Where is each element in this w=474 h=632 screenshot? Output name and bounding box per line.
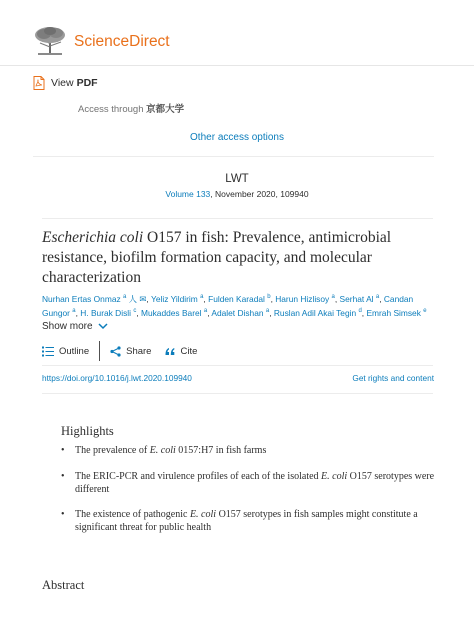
author-list <box>42 291 437 320</box>
divider <box>42 218 433 219</box>
affiliation-marker[interactable]: a <box>123 294 127 300</box>
highlight-text: The ERIC-PCR and virulence profiles of each of the isolated <box>75 471 322 482</box>
divider <box>42 365 433 366</box>
show-more-button[interactable] <box>42 321 108 332</box>
view-pdf-label: View <box>51 77 74 89</box>
quote-icon <box>165 347 175 356</box>
affiliation-marker[interactable]: a <box>200 294 204 300</box>
highlight-species: E. coli <box>189 509 217 520</box>
cite-button[interactable] <box>165 346 197 357</box>
affiliation-marker[interactable]: d <box>358 308 362 315</box>
title-text: O157 in fish: Prevalence, antimicrobial resistance, biofilm formation capacity, and molecular characterization <box>42 229 392 286</box>
author-link[interactable]: Mukaddes Barel <box>140 308 202 319</box>
access-prefix: Access through <box>78 104 144 115</box>
author-separator: , <box>270 293 276 304</box>
share-button[interactable] <box>110 346 151 357</box>
affiliation-marker[interactable]: e <box>423 308 427 315</box>
author-link[interactable]: Nurhan Ertas Onmaz <box>42 293 121 304</box>
action-divider <box>99 341 100 361</box>
doi-link[interactable]: https://doi.org/10.1016/j.lwt.2020.109940 <box>42 373 192 383</box>
author-separator: , <box>207 308 212 319</box>
author-separator: , <box>334 293 340 304</box>
affiliation-marker[interactable]: a <box>203 308 208 315</box>
author-link[interactable]: Serhat Al <box>339 293 374 304</box>
list-item <box>61 470 441 496</box>
article-actions <box>42 341 197 361</box>
outline-list-icon <box>42 346 54 357</box>
volume-link[interactable]: Volume 133 <box>165 189 211 199</box>
elsevier-tree-icon[interactable] <box>32 26 68 56</box>
divider <box>42 393 433 394</box>
outline-label: Outline <box>59 345 90 357</box>
author-link[interactable]: Fulden Karadal <box>208 293 265 304</box>
affiliation-marker[interactable]: a <box>331 294 335 300</box>
author-separator: , <box>379 293 384 304</box>
highlight-text: The existence of pathogenic <box>75 509 190 520</box>
highlight-species: E. coli <box>321 471 348 482</box>
highlights-heading: Highlights <box>61 424 114 438</box>
institution-name: 京都大学 <box>146 104 185 115</box>
view-pdf-label-bold: PDF <box>76 77 98 89</box>
affiliation-marker[interactable]: c <box>133 308 137 315</box>
list-item <box>61 444 441 457</box>
title-species: Escherichia coli <box>42 229 144 246</box>
list-item <box>61 508 441 534</box>
author-link[interactable]: Ruslan Adil Akai Tegin <box>273 308 357 319</box>
outline-button[interactable] <box>42 346 89 357</box>
author-link[interactable]: Emrah Simsek <box>366 308 421 319</box>
other-access-options-link[interactable]: Other access options <box>190 132 284 143</box>
article-title <box>42 228 442 288</box>
author-separator: , <box>203 293 209 304</box>
corresponding-author-icons[interactable]: 人 ✉ <box>126 293 147 304</box>
author-link[interactable]: Candan Gungor <box>42 293 414 319</box>
author-link[interactable]: H. Burak Disli <box>80 308 131 319</box>
issue-details: , November 2020, 109940 <box>210 189 309 199</box>
brand-name[interactable]: ScienceDirect <box>74 33 170 50</box>
affiliation-marker[interactable]: a <box>72 308 76 315</box>
author-separator: , <box>146 293 152 304</box>
author-link[interactable]: Yeliz Yildirim <box>151 293 198 304</box>
highlight-text: O157 serotypes in fish samples might constitute a significant threat for public health <box>75 509 418 533</box>
affiliation-marker[interactable]: a <box>375 294 380 300</box>
institution-access-button[interactable] <box>78 101 184 115</box>
pdf-file-icon <box>33 76 45 90</box>
share-icon <box>110 346 121 357</box>
affiliation-marker[interactable]: a <box>265 308 270 315</box>
highlight-text: O157 serotypes were different <box>75 471 435 495</box>
site-header <box>0 0 474 66</box>
rights-link[interactable]: Get rights and content <box>352 373 434 383</box>
author-separator: , <box>269 308 274 319</box>
chevron-down-icon <box>98 323 108 330</box>
highlight-text: 0157:H7 in fish farms <box>175 445 267 456</box>
author-link[interactable]: Adalet Dishan <box>211 308 264 319</box>
show-more-label: Show more <box>42 321 93 332</box>
journal-title-link[interactable]: LWT <box>225 173 249 185</box>
author-separator: , <box>136 308 141 319</box>
author-link[interactable]: Harun Hizlisoy <box>275 293 330 304</box>
highlight-text: The prevalence of <box>75 445 150 456</box>
divider <box>33 156 434 157</box>
highlight-species: E. coli <box>149 445 176 456</box>
abstract-heading: Abstract <box>42 578 85 592</box>
share-label: Share <box>126 345 152 357</box>
view-pdf-button[interactable] <box>33 75 98 91</box>
author-separator: , <box>361 308 367 319</box>
volume-info <box>0 189 474 199</box>
author-separator: , <box>75 308 81 319</box>
highlights-list <box>61 444 441 534</box>
affiliation-marker[interactable]: b <box>267 294 271 300</box>
cite-label: Cite <box>180 345 198 357</box>
